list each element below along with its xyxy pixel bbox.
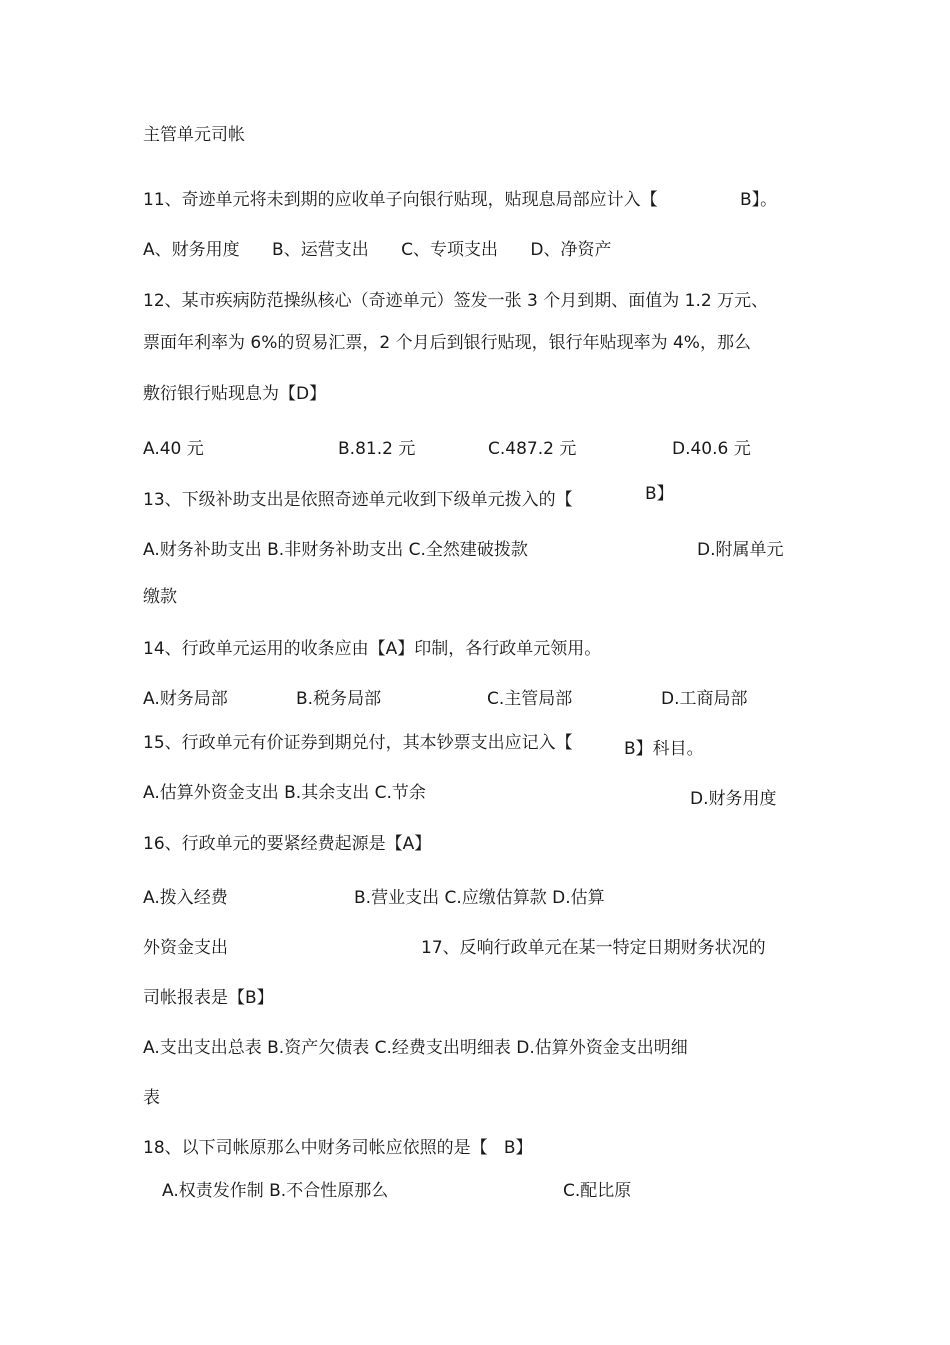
question-15-answer: B】科目。 (624, 739, 704, 759)
question-18: 18、以下司帐原那么中财务司帐应依照的是【 B】 (143, 1138, 533, 1158)
question-13: 13、下级补助支出是依照奇迹单元收到下级单元拨入的【 (143, 490, 573, 510)
question-13-tail: 缴款 (143, 587, 177, 607)
question-13-options: A.财务补助支出 B.非财务补助支出 C.全然建破拨款 (143, 540, 528, 560)
question-15-option-d: D.财务用度 (690, 789, 777, 809)
question-16: 16、行政单元的要紧经费起源是【A】 (143, 834, 432, 854)
question-18-options: A.权责发作制 B.不合性原那么 (162, 1181, 389, 1201)
question-12-line-3: 敷衍银行贴现息为【D】 (143, 384, 327, 404)
question-12-option-b: B.81.2 元 (338, 439, 416, 459)
question-17-line-2: 司帐报表是【B】 (143, 988, 274, 1008)
line-heading: 主管单元司帐 (143, 125, 245, 145)
question-15-options: A.估算外资金支出 B.其余支出 C.节余 (143, 783, 426, 803)
question-14-option-d: D.工商局部 (661, 689, 748, 709)
question-17-tail: 表 (143, 1088, 160, 1108)
question-18-option-c: C.配比原 (563, 1181, 632, 1201)
question-16-tail: 外资金支出 (143, 938, 228, 958)
question-14-option-b: B.税务局部 (296, 689, 382, 709)
question-12-line-1: 12、某市疾病防范操纵核心（奇迹单元）签发一张 3 个月到期、面值为 1.2 万元、 (143, 291, 769, 311)
question-11-answer: B】。 (740, 190, 778, 210)
question-12-option-a: A.40 元 (143, 439, 204, 459)
question-12-option-c: C.487.2 元 (488, 439, 577, 459)
question-13-answer: B】 (645, 484, 674, 504)
question-17-line-1: 17、反响行政单元在某一特定日期财务状况的 (421, 938, 766, 958)
question-16-option-a: A.拨入经费 (143, 888, 228, 908)
question-11: 11、奇迹单元将未到期的应收单子向银行贴现，贴现息局部应计入【 (143, 190, 658, 210)
question-15: 15、行政单元有价证券到期兑付，其本钞票支出应记入【 (143, 733, 573, 753)
question-11-options: A、财务用度 B、运营支出 C、专项支出 D、净资产 (143, 240, 612, 260)
question-17-options: A.支出支出总表 B.资产欠债表 C.经费支出明细表 D.估算外资金支出明细 (143, 1038, 688, 1058)
question-13-option-d: D.附属单元 (697, 540, 784, 560)
question-12-option-d: D.40.6 元 (672, 439, 751, 459)
question-14: 14、行政单元运用的收条应由【A】印制，各行政单元领用。 (143, 639, 602, 659)
question-14-option-a: A.财务局部 (143, 689, 228, 709)
question-16-options-rest: B.营业支出 C.应缴估算款 D.估算 (354, 888, 605, 908)
question-12-line-2: 票面年利率为 6%的贸易汇票，2 个月后到银行贴现，银行年贴现率为 4%，那么 (143, 333, 751, 353)
question-14-option-c: C.主管局部 (487, 689, 573, 709)
